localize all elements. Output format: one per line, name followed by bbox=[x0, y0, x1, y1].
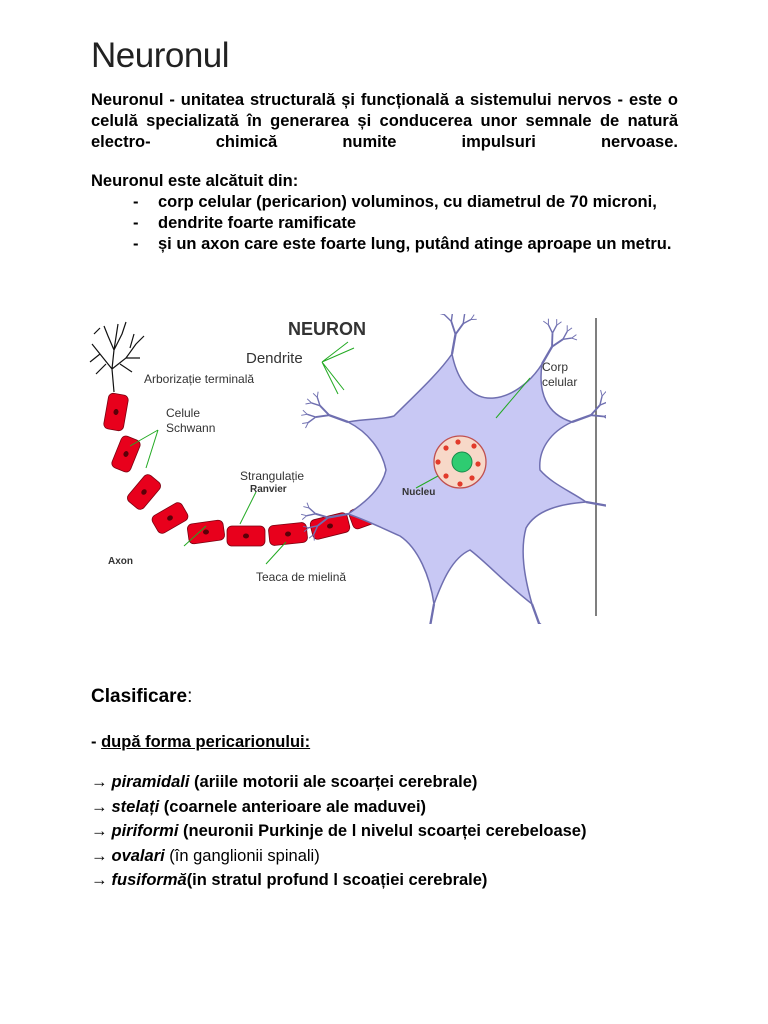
dendrite-branch bbox=[320, 406, 329, 416]
list-dash: - bbox=[133, 235, 139, 253]
classification-criteria bbox=[91, 733, 310, 752]
dendrite-branch bbox=[601, 390, 603, 396]
composition-item bbox=[91, 213, 678, 234]
dendrite-branch bbox=[465, 314, 468, 315]
composition-item-text: corp celular (pericarion) voluminos, cu diametrul de 70 microni, bbox=[158, 193, 657, 211]
dendrite-branch bbox=[316, 415, 330, 417]
type-name: piramidali bbox=[111, 773, 190, 791]
schwann-cell bbox=[227, 526, 265, 546]
composition-heading: Neuronul este alcătuit din: bbox=[91, 172, 299, 190]
neuron-diagram bbox=[86, 314, 606, 624]
dendrite-branch bbox=[301, 414, 307, 415]
dendrite-branch bbox=[552, 339, 563, 346]
dendrite-branch bbox=[539, 623, 549, 624]
composition-item-text: dendrite foarte ramificate bbox=[158, 214, 357, 232]
dendrite-branch bbox=[301, 514, 307, 515]
granule bbox=[443, 445, 448, 450]
label-arborizatie: Arborizație terminală bbox=[144, 372, 255, 386]
schwann-cell bbox=[125, 473, 162, 512]
dendrite-branch bbox=[572, 338, 577, 340]
label-corp-1: Corp bbox=[542, 360, 569, 374]
arrow-icon: → bbox=[91, 822, 108, 840]
dendrite-branch bbox=[553, 325, 557, 333]
criteria-prefix: - bbox=[91, 733, 102, 751]
label-teaca: Teaca de mielină bbox=[256, 570, 347, 584]
schwann-cell bbox=[187, 520, 225, 545]
type-name: ovalari bbox=[111, 846, 165, 865]
intro-paragraph bbox=[91, 90, 678, 153]
terminal-arborization bbox=[90, 322, 144, 392]
granule bbox=[435, 459, 440, 464]
label-axon: Axon bbox=[108, 556, 133, 567]
dendrite-branch bbox=[557, 322, 562, 326]
schwann-cell bbox=[268, 522, 308, 546]
page-title: Neuronul bbox=[91, 36, 230, 75]
arrow-icon: → bbox=[91, 773, 108, 791]
intro-lead: Neuronul bbox=[91, 91, 164, 109]
composition-item bbox=[91, 234, 678, 255]
label-dendrite: Dendrite bbox=[246, 350, 303, 367]
dendrite-branch bbox=[591, 415, 604, 416]
dendrite-branch bbox=[572, 335, 577, 339]
list-item bbox=[91, 770, 691, 795]
dendrite-branch bbox=[602, 391, 606, 396]
list-item bbox=[91, 819, 691, 844]
dendrite-branch bbox=[548, 325, 552, 333]
dendrite-branch bbox=[307, 414, 316, 417]
list-dash: - bbox=[133, 214, 139, 232]
composition-list bbox=[91, 192, 678, 255]
dendrite-branch bbox=[303, 410, 307, 414]
type-desc: (neuronii Purkinje de l nivelul scoarței cerebeloase) bbox=[178, 822, 587, 840]
list-item bbox=[91, 868, 691, 893]
dendrite-branch bbox=[604, 417, 606, 422]
classification-heading bbox=[91, 686, 192, 708]
dendrite-branch bbox=[471, 315, 474, 320]
type-desc: (coarnele anterioare ale maduvei) bbox=[159, 797, 427, 816]
dendrite-branch bbox=[567, 328, 572, 332]
dendrite-branch bbox=[532, 604, 539, 623]
arrow-icon: → bbox=[91, 846, 108, 865]
dendrite-branch bbox=[543, 321, 548, 325]
granule bbox=[455, 439, 460, 444]
type-desc: (ariile motorii ale scoarței cerebrale) bbox=[189, 773, 478, 791]
dendrite-branch bbox=[329, 415, 348, 422]
dendrite-branch bbox=[445, 315, 452, 322]
granule bbox=[475, 461, 480, 466]
dendrite-branch bbox=[316, 514, 329, 518]
label-celule-1: Celule bbox=[166, 406, 201, 420]
dendrite-branch bbox=[439, 314, 445, 315]
dendrite-branch bbox=[306, 403, 312, 404]
label-strangulatie-1: Strangulație bbox=[240, 469, 305, 483]
criteria-text: după forma pericarionului: bbox=[101, 733, 311, 751]
intro-text: - unitatea structurală și funcțională a sistemului nervos - este o celulă specializată în generarea și conducerea unor semnale de natură electro- chimică numite impulsuri nervoase. bbox=[91, 91, 678, 151]
dendrite-branch bbox=[307, 514, 316, 516]
list-item bbox=[91, 844, 691, 869]
granule bbox=[457, 481, 462, 486]
granule bbox=[469, 475, 474, 480]
schwann-cell bbox=[150, 501, 189, 535]
diagram-title: NEURON bbox=[288, 319, 367, 339]
composition-item bbox=[91, 192, 678, 213]
dendrite-branch bbox=[431, 604, 435, 624]
dendrite-branch bbox=[307, 399, 311, 403]
type-name: piriformi bbox=[111, 822, 179, 840]
dendrite-branch bbox=[314, 534, 315, 540]
arrow-icon: → bbox=[91, 797, 108, 816]
type-desc: (în ganglionii spinali) bbox=[164, 846, 320, 865]
type-desc: (in stratul profund l scoației cerebrale) bbox=[186, 871, 488, 889]
dendrite-branch bbox=[451, 314, 452, 321]
schwann-cell bbox=[103, 393, 129, 432]
dendrite-branch bbox=[452, 334, 456, 354]
schwann-cell bbox=[110, 434, 141, 473]
label-celule-2: Schwann bbox=[166, 421, 216, 435]
label-corp-2: celular bbox=[542, 375, 578, 389]
list-dash: - bbox=[133, 193, 139, 211]
dendrite-branch bbox=[456, 324, 464, 335]
nucleolus bbox=[452, 452, 472, 472]
classification-colon: : bbox=[187, 686, 193, 707]
dendrite-branch bbox=[572, 415, 591, 422]
dendrite-branch bbox=[552, 333, 553, 347]
label-strangulatie-2: Ranvier bbox=[250, 484, 287, 495]
granule bbox=[443, 473, 448, 478]
label-nucleu: Nucleu bbox=[402, 487, 436, 498]
dendrite-branch bbox=[309, 508, 316, 514]
dendrite-branch bbox=[313, 393, 317, 397]
type-name: stelați bbox=[111, 797, 160, 816]
neuron-types-list bbox=[91, 770, 691, 893]
arrow-icon: → bbox=[91, 871, 108, 889]
composition-item-text: și un axon care este foarte lung, putând atinge aproape un metru. bbox=[158, 235, 672, 253]
dendrite-branch bbox=[451, 321, 455, 334]
dendrite-branch bbox=[302, 516, 307, 520]
granule bbox=[471, 443, 476, 448]
list-item bbox=[91, 795, 691, 820]
dendrite-branch bbox=[308, 417, 315, 422]
classification-heading-text: Clasificare bbox=[91, 686, 188, 707]
type-name: fusiformă bbox=[111, 871, 187, 889]
schwann-nucleus bbox=[243, 534, 249, 539]
dendrite-branch bbox=[317, 392, 318, 398]
